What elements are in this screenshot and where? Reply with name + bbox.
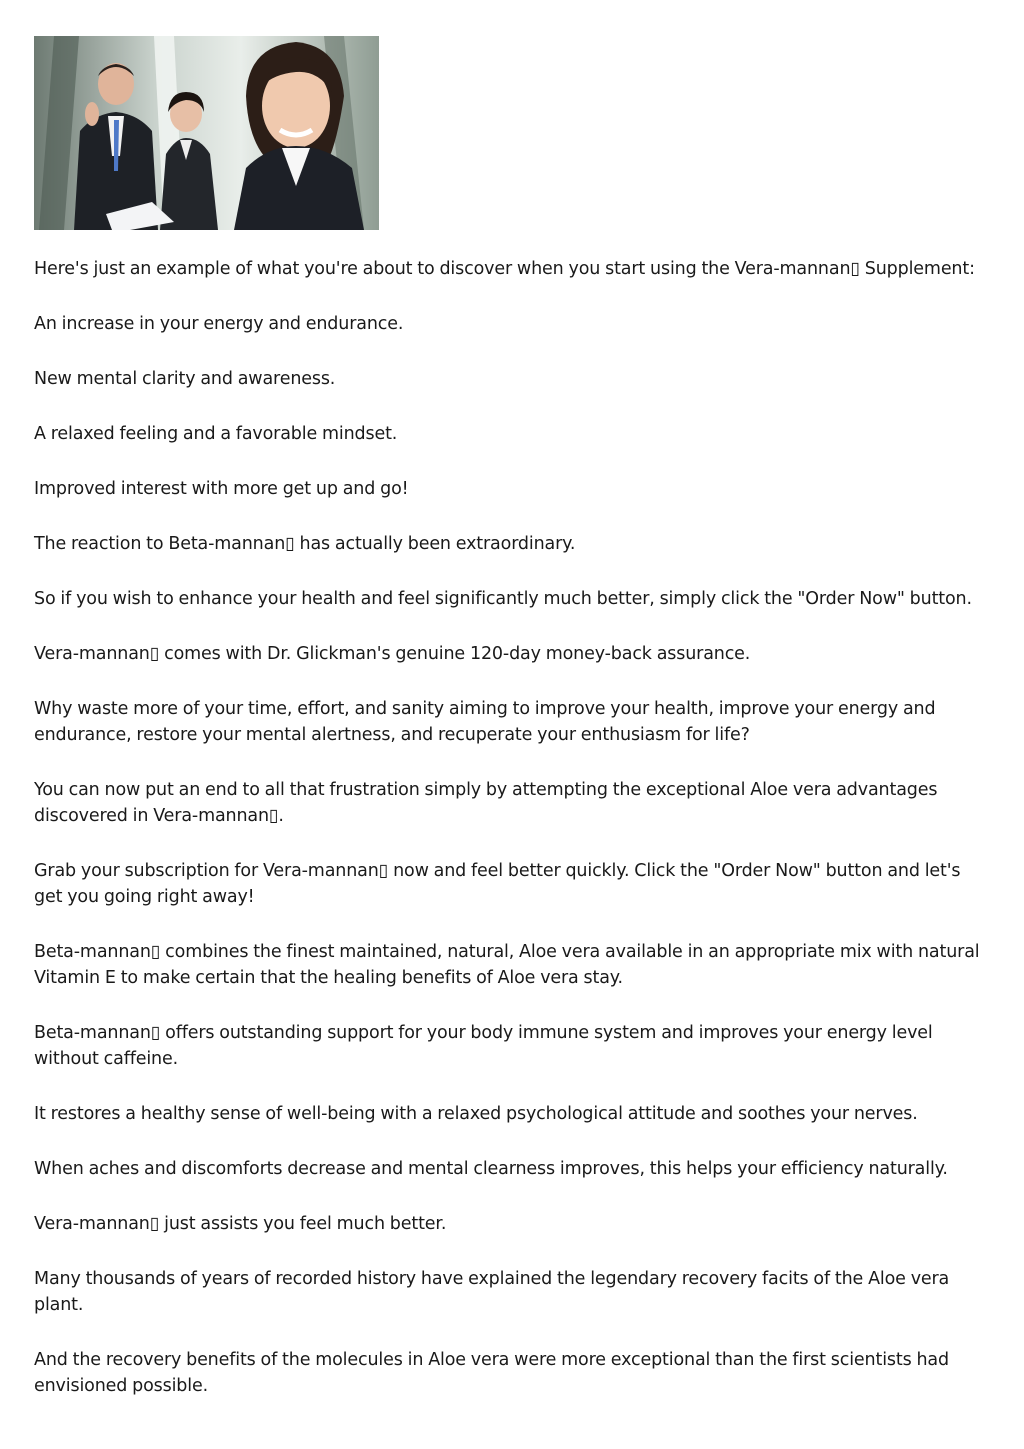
benefit-energy: An increase in your energy and endurance. — [34, 314, 404, 334]
order-now-paragraph: So if you wish to enhance your health and feel significantly much better, simply click the "Order Now" button. — [34, 589, 972, 609]
guarantee-paragraph: Vera-mannan▯ comes with Dr. Glickman's genuine 120-day money-back assurance. — [34, 644, 751, 664]
feel-better-paragraph: Vera-mannan▯ just assists you feel much better. — [34, 1214, 447, 1234]
immune-paragraph: Beta-mannan▯ offers outstanding support for your body immune system and improves your energy level without caffeine. — [34, 1023, 933, 1069]
benefit-interest: Improved interest with more get up and go! — [34, 479, 409, 499]
reaction-paragraph: The reaction to Beta-mannan▯ has actually been extraordinary. — [34, 534, 576, 554]
intro-paragraph: Here's just an example of what you're about to discover when you start using the Vera-mannan▯ Supplement: — [34, 259, 975, 279]
subscription-paragraph: Grab your subscription for Vera-mannan▯ now and feel better quickly. Click the "Order Now" button and let's get you going right away! — [34, 861, 961, 907]
benefit-clarity: New mental clarity and awareness. — [34, 369, 336, 389]
business-people-photo — [34, 36, 379, 230]
frustration-paragraph: You can now put an end to all that frustration simply by attempting the exceptional Aloe vera advantages discovered in Vera-mannan▯. — [34, 780, 938, 826]
molecules-paragraph: And the recovery benefits of the molecules in Aloe vera were more exceptional than the first scientists had envisioned possible. — [34, 1350, 949, 1396]
benefit-relaxed: A relaxed feeling and a favorable mindset. — [34, 424, 398, 444]
history-paragraph: Many thousands of years of recorded history have explained the legendary recovery facits of the Aloe vera plant. — [34, 1269, 950, 1315]
efficiency-paragraph: When aches and discomforts decrease and mental clearness improves, this helps your efficiency naturally. — [34, 1159, 948, 1179]
well-being-paragraph: It restores a healthy sense of well-being with a relaxed psychological attitude and soothes your nerves. — [34, 1104, 918, 1124]
combines-paragraph: Beta-mannan▯ combines the finest maintained, natural, Aloe vera available in an appropriate mix with natural Vitamin E to make certain that the healing benefits of Aloe vera stay. — [34, 942, 980, 988]
article — [34, 36, 990, 1428]
why-waste-paragraph: Why waste more of your time, effort, and sanity aiming to improve your health, improve your energy and endurance, restore your mental alertness, and recuperate your enthusiasm for life? — [34, 699, 936, 745]
